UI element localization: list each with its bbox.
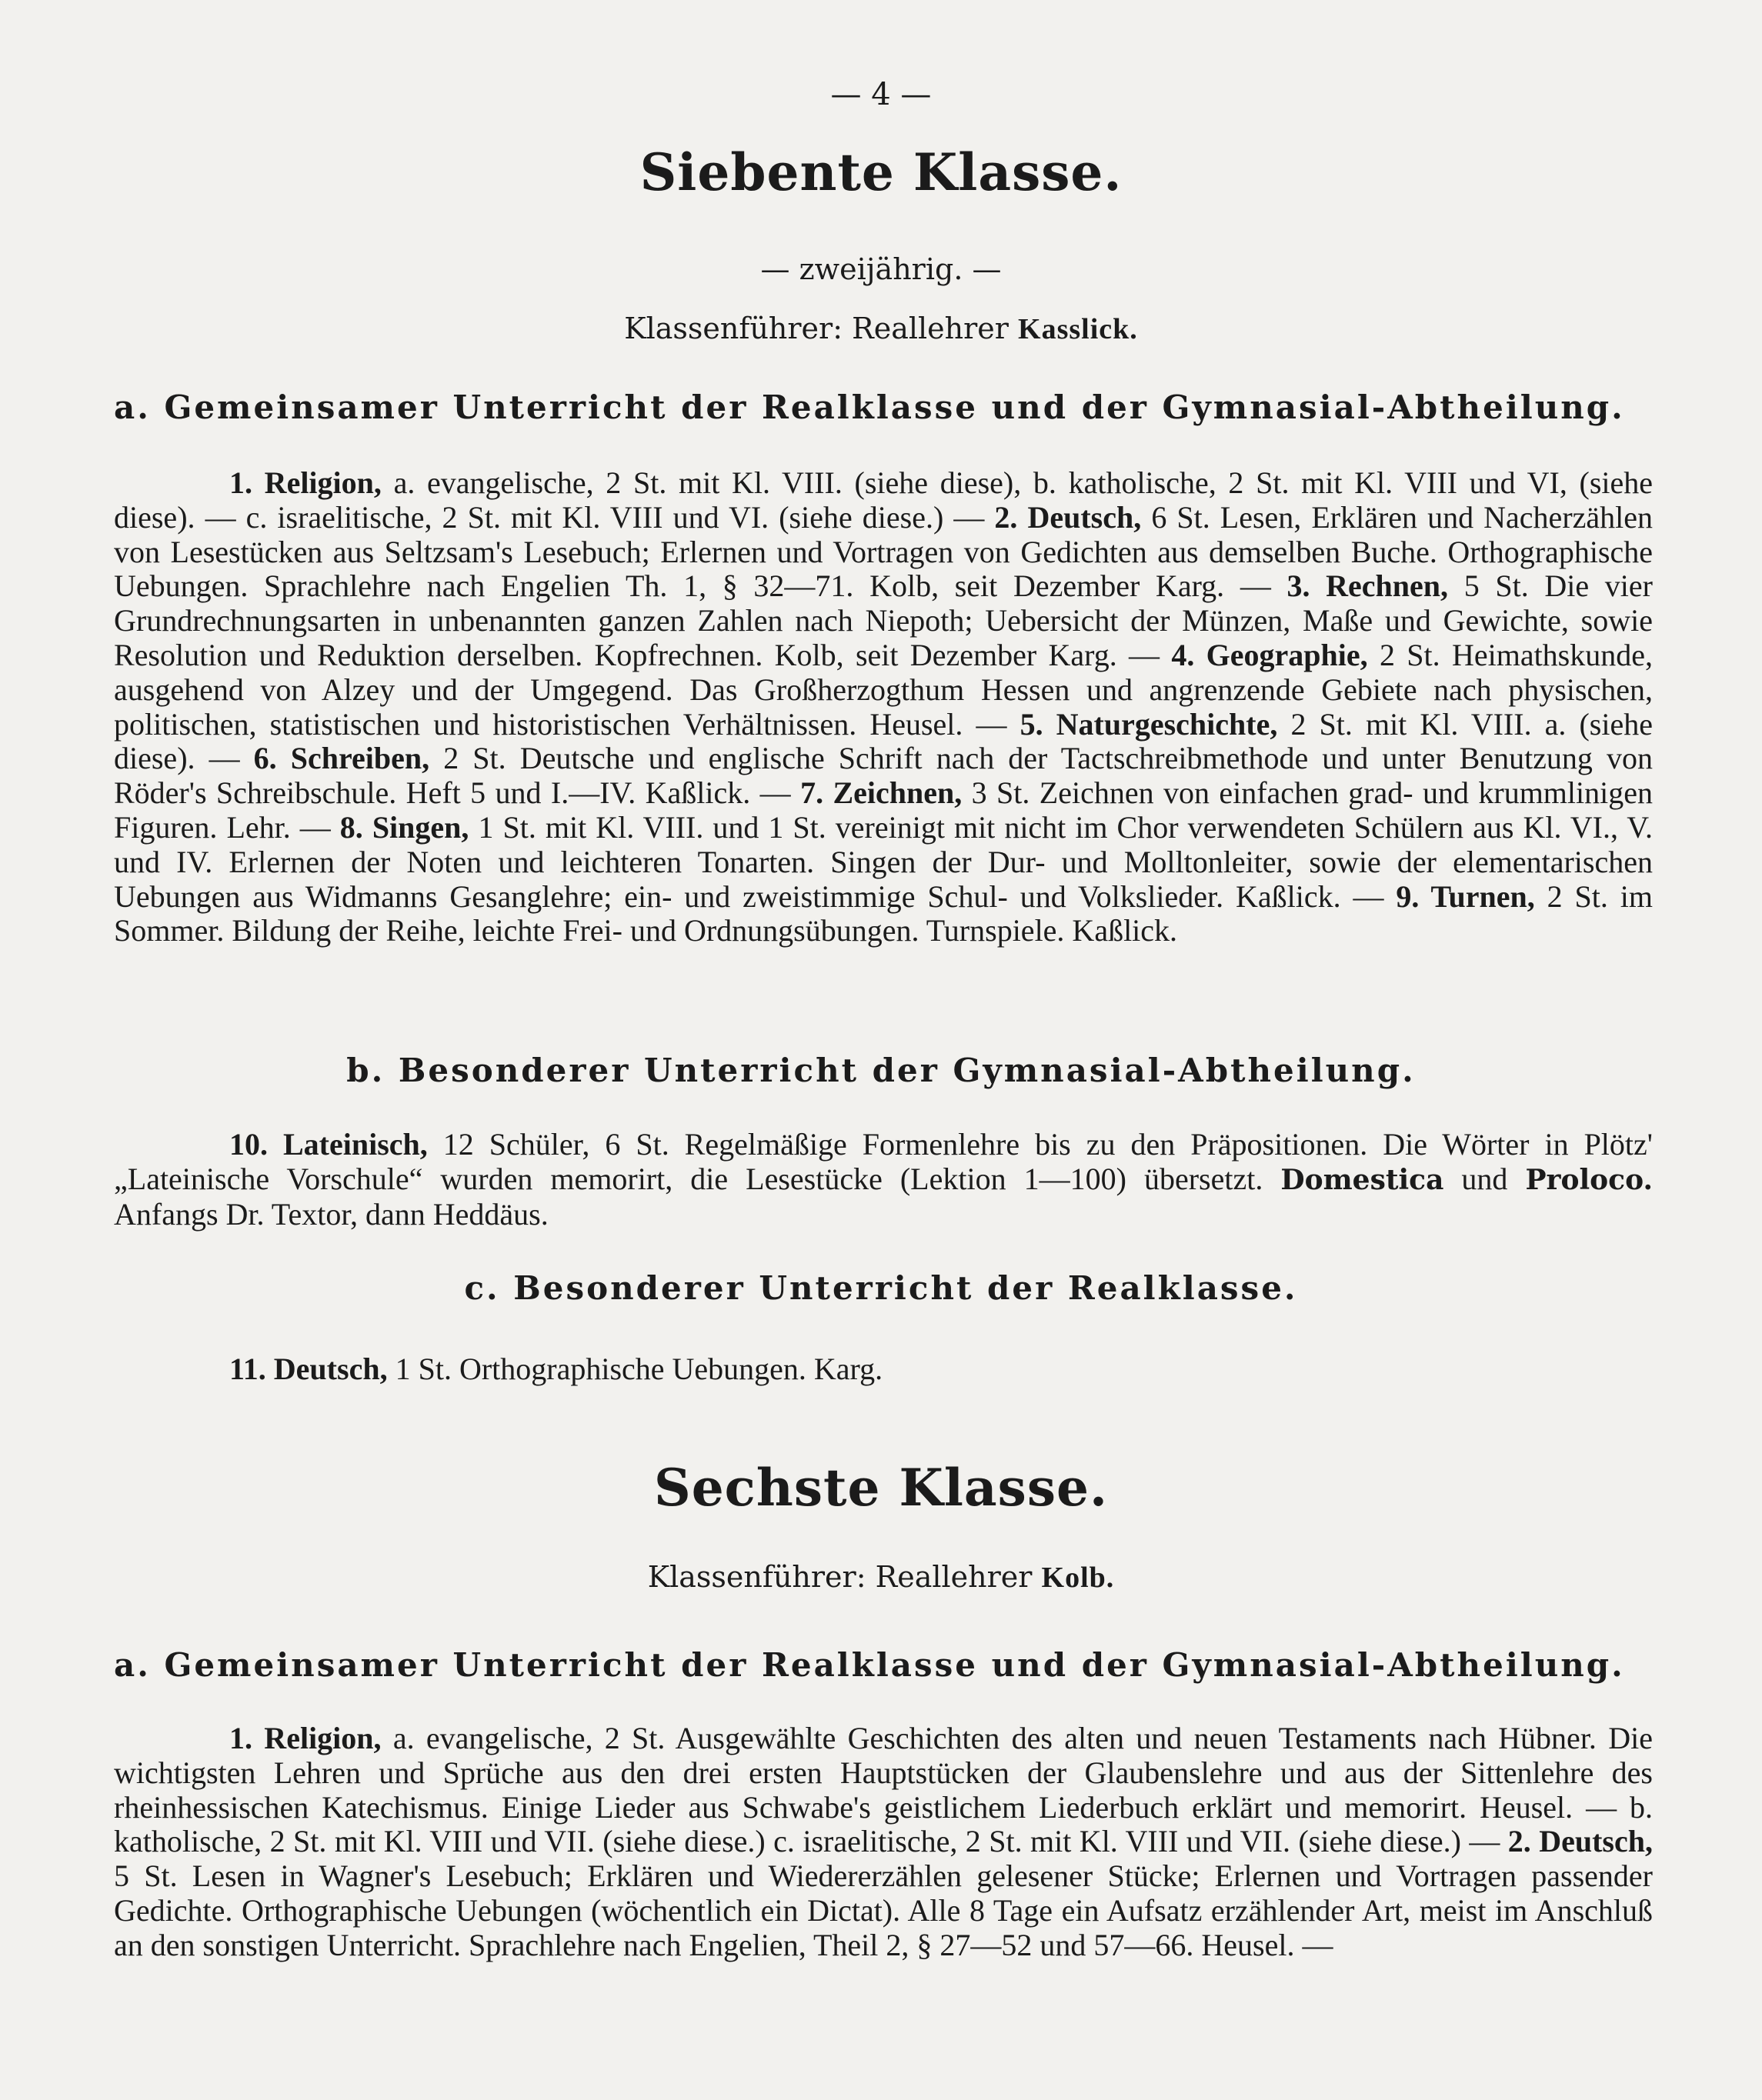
subject-religion: 1. Religion,: [229, 465, 382, 500]
latin-title: Domestica: [1280, 1163, 1444, 1196]
subject-text: 2 St. im Sommer. Bildung der Reihe, leichte Frei- und Ordnungsübungen. Turnspiele. Kaßlick.: [114, 878, 1653, 948]
subject-text: 6 St. Lesen, Erklären und Nacherzählen von Lesestücken aus Seltzsam's Lesebuch; Erlernen und Vortragen von Gedichten aus demselben Buche. Orthographische Uebungen. Sprachlehre nach Engelien Th. 1, § 32—71. Kolb, seit Dezember Karg. —: [114, 499, 1654, 604]
subject-turnen: 9. Turnen,: [1396, 878, 1535, 914]
subject-text: 2 St. Heimathskunde, ausgehend von Alzey und der Umgegend. Das Großherzogthum Hessen und angrenzende Gebiete nach physischen, politischen, statistischen und historistischen Verhältnissen. Heusel. —: [114, 637, 1654, 742]
section-heading-7a: a. Gemeinsamer Unterricht der Realklasse und der Gymnasial-Abtheilung.: [114, 388, 1625, 426]
subject-text: 5 St. Die vier Grundrechnungsarten in unbenannten ganzen Zahlen nach Niepoth; Uebersicht der Münzen, Maße und Gewichte, sowie Resolution und Reduktion derselben. Kopfrechnen. Kolb, seit Dezember Karg. —: [114, 568, 1653, 672]
subject-deutsch: 2. Deutsch,: [994, 499, 1142, 535]
section-heading-7c: c. Besonderer Unterricht der Realklasse.: [464, 1269, 1298, 1307]
paragraph-7c: [114, 1352, 1653, 1387]
subject-text: a. evangelische, 2 St. mit Kl. VIII. (siehe diese), b. katholische, 2 St. mit Kl. VIII und VI, (siehe diese). — c. israelitische, 2 St. mit Kl. VIII und VI. (siehe diese.) —: [114, 465, 1654, 535]
paragraph-6a: [114, 1722, 1653, 1963]
subject-deutsch: 2. Deutsch,: [1507, 1824, 1653, 1859]
latin-title: Proloco.: [1525, 1163, 1654, 1196]
subject-lateinisch: 10. Lateinisch,: [229, 1127, 428, 1162]
class-title-7: Siebente Klasse.: [639, 142, 1123, 202]
subject-text: 1 St. Orthographische Uebungen. Karg.: [387, 1352, 883, 1386]
teacher-prefix: Klassenführer: Reallehrer: [624, 312, 1009, 345]
page-number: — 4 —: [830, 77, 932, 112]
subject-text: Anfangs Dr. Textor, dann Heddäus.: [114, 1196, 549, 1232]
subject-text: und: [1443, 1161, 1526, 1196]
subject-text: 2 St. Deutsche und englische Schrift nach der Tactschreibmethode und unter Benutzung von Röder's Schreibschule. Heft 5 und I.—IV. Kaßlick. —: [114, 741, 1653, 811]
class-duration: — zweijährig. —: [760, 252, 1002, 286]
class-title-6: Sechste Klasse.: [654, 1458, 1108, 1518]
teacher-name: Kolb.: [1041, 1562, 1115, 1594]
subject-text: 3 St. Zeichnen von einfachen grad- und krummlinigen Figuren. Lehr. —: [114, 775, 1654, 845]
subject-religion: 1. Religion,: [229, 1721, 382, 1755]
subject-text: 12 Schüler, 6 St. Regelmäßige Formenlehre bis zu den Präpositionen. Die Wörter in Plötz' „Lateinische Vorschule“ wurden memorirt, die Lesestücke (Lektion 1—100) übersetzt.: [114, 1127, 1653, 1196]
section-heading-6a: a. Gemeinsamer Unterricht der Realklasse und der Gymnasial-Abtheilung.: [114, 1646, 1625, 1684]
subject-singen: 8. Singen,: [339, 809, 469, 845]
subject-geographie: 4. Geographie,: [1171, 637, 1368, 672]
subject-text: a. evangelische, 2 St. Ausgewählte Geschichten des alten und neuen Testaments nach Hübner. Die wichtigsten Lehren und Sprüche aus den drei ersten Hauptstücken der Glaubenslehre und aus der Sittenlehre des rheinhessischen Katechismus. Einige Lieder aus Schwabe's geistlichem Liederbuch erklärt und memorirt. Heusel. — b. katholische, 2 St. mit Kl. VIII und VII. (siehe diese.) c. israelitische, 2 St. mit Kl. VIII und VII. (siehe diese.) —: [114, 1721, 1653, 1859]
subject-text: 1 St. mit Kl. VIII. und 1 St. vereinigt mit nicht im Chor verwendeten Schülern aus Kl. VI., V. und IV. Erlernen der Noten und leichteren Tonarten. Singen der Dur- und Molltonleiter, sowie der elementarischen Uebungen aus Widmanns Gesanglehre; ein- und zweistimmige Schul- und Volkslieder. Kaßlick. —: [114, 809, 1654, 914]
paragraph-7b: [114, 1128, 1653, 1232]
subject-schreiben: 6. Schreiben,: [253, 741, 430, 776]
subject-text: 2 St. mit Kl. VIII. a. (siehe diese). —: [114, 706, 1653, 776]
subject-zeichnen: 7. Zeichnen,: [800, 775, 963, 811]
subject-text: 5 St. Lesen in Wagner's Lesebuch; Erklären und Wiedererzählen gelesener Stücke; Erlernen und Vortragen passender Gedichte. Orthographische Uebungen (wöchentlich ein Dictat). Alle 8 Tage ein Aufsatz erzählender Art, meist im Anschluß an den sonstigen Unterricht. Sprachlehre nach Engelien, Theil 2, § 27—52 und 57—66. Heusel. —: [114, 1858, 1653, 1962]
subject-deutsch: 11. Deutsch,: [229, 1352, 388, 1386]
teacher-prefix: Klassenführer: Reallehrer: [647, 1560, 1033, 1594]
teacher-name: Kasslick.: [1018, 313, 1138, 345]
paragraph-7a: [114, 466, 1653, 948]
class-teacher-7: [0, 312, 1762, 346]
class-teacher-6: [0, 1560, 1762, 1595]
section-heading-7b: b. Besonderer Unterricht der Gymnasial-Abtheilung.: [346, 1052, 1416, 1089]
subject-naturgeschichte: 5. Naturgeschichte,: [1019, 706, 1278, 742]
subject-rechnen: 3. Rechnen,: [1286, 568, 1449, 604]
